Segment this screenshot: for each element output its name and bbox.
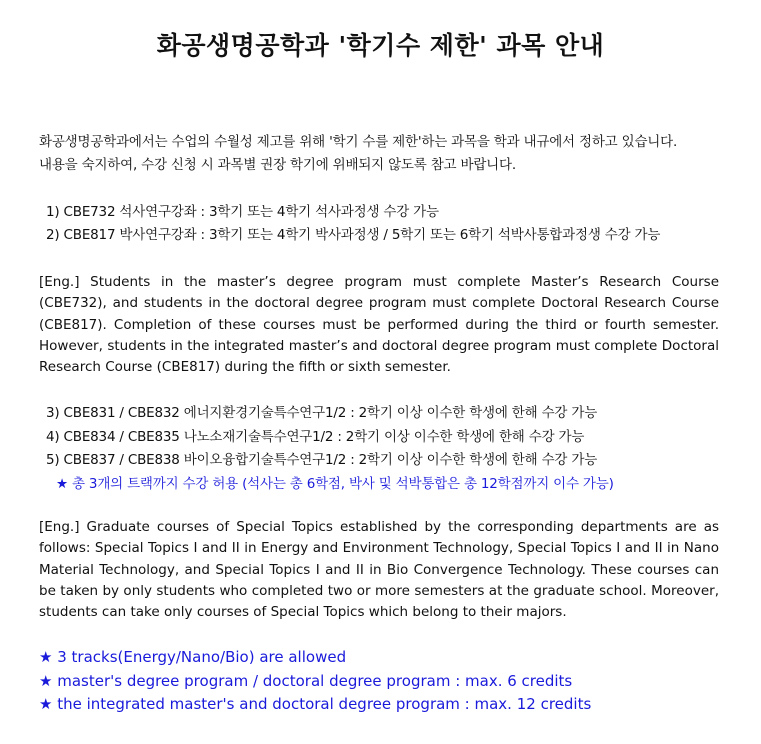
special-topics-note: ★ 총 3개의 트랙까지 수강 허용 (석사는 총 6학점, 박사 및 석박통합은 총 12학점까지 이수 가능) bbox=[56, 475, 614, 492]
intro-line: 내용을 숙지하여, 수강 신청 시 과목별 권장 학기에 위배되지 않도록 참고 바랍니다. bbox=[39, 157, 516, 173]
intro-line: 화공생명공학과에서는 수업의 수월성 제고를 위해 '학기 수를 제한'하는 과목을 학과 내규에서 정하고 있습니다. bbox=[39, 134, 678, 150]
list-item: 4) CBE834 / CBE835 나노소재기술특수연구1/2 : 2학기 이상 이수한 학생에 한해 수강 가능 bbox=[46, 428, 585, 445]
special-topics-list bbox=[46, 402, 726, 496]
intro-paragraph bbox=[39, 131, 719, 177]
list-item: 1) CBE732 석사연구강좌 : 3학기 또는 4학기 석사과정생 수강 가능 bbox=[46, 204, 439, 220]
english-special-topics-paragraph: [Eng.] Graduate courses of Special Topics established by the corresponding departments are as follows: Special Topics I and II in Energy and Environment Technology, Special Topics I and II in Nano Material Technology, and Special Topics I and II in Bio Convergence Technology. These courses can be taken by only students who completed two or more semesters at the graduate school. Moreover, students can take only courses of Special Topics which belong to their majors. bbox=[39, 519, 719, 621]
english-research-paragraph: [Eng.] Students in the master’s degree program must complete Master’s Research Course (CBE732), and students in the doctoral degree program must complete Doctoral Research Course (CBE817). Completion of these courses must be performed during the third or fourth semester. However, students in the integrated master’s and doctoral degree program must complete Doctoral Research Course (CBE817) during the fifth or sixth semester. bbox=[39, 274, 719, 376]
list-item: ★ the integrated master's and doctoral degree program : max. 12 credits bbox=[39, 695, 592, 713]
research-course-list bbox=[46, 201, 726, 247]
list-item: ★ 3 tracks(Energy/Nano/Bio) are allowed bbox=[39, 648, 347, 666]
list-item: 2) CBE817 박사연구강좌 : 3학기 또는 4학기 박사과정생 / 5학기 또는 6학기 석박사통합과정생 수강 가능 bbox=[46, 227, 661, 243]
list-item: 3) CBE831 / CBE832 에너지환경기술특수연구1/2 : 2학기 이상 이수한 학생에 한해 수강 가능 bbox=[46, 405, 598, 421]
list-item: ★ master's degree program / doctoral degree program : max. 6 credits bbox=[39, 671, 573, 690]
page-title: 화공생명공학과 '학기수 제한' 과목 안내 bbox=[156, 31, 605, 60]
list-item: 5) CBE837 / CBE838 바이오융합기술특수연구1/2 : 2학기 이상 이수한 학생에 한해 수강 가능 bbox=[46, 452, 598, 468]
english-credit-notes bbox=[39, 646, 719, 717]
